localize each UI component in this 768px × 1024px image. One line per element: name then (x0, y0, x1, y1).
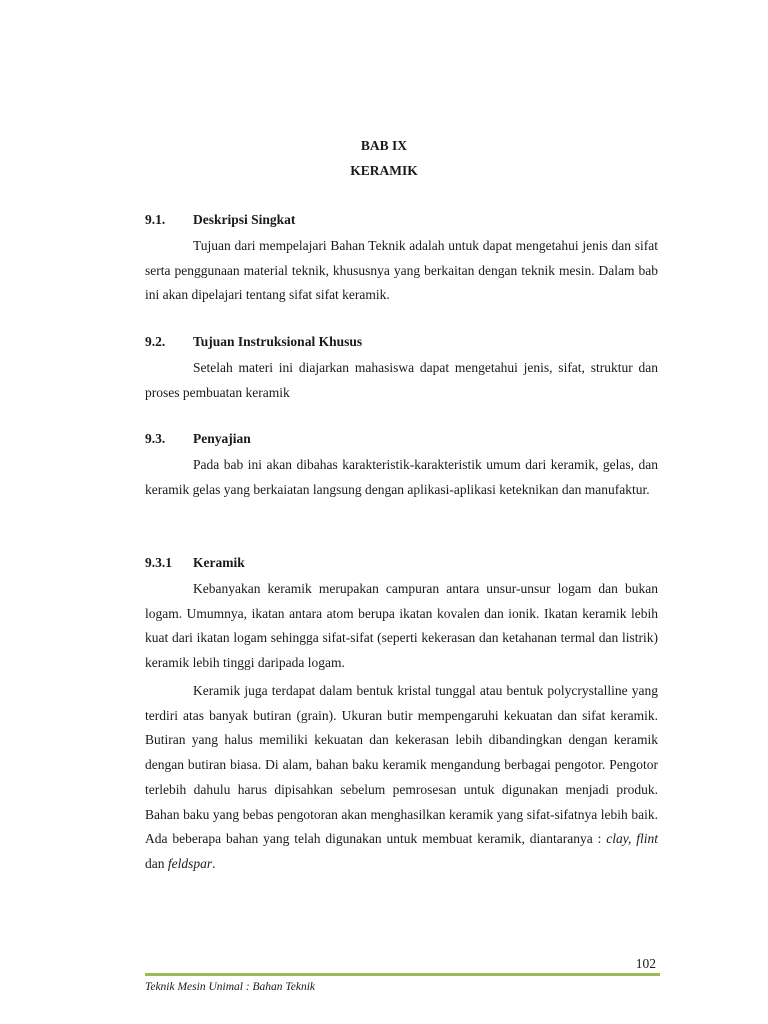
joiner-text: dan (145, 855, 168, 871)
section-body-9-3: Pada bab ini akan dibahas karakteristik-karakteristik umum dari keramik, gelas, dan keramik gelas yang berkaiatan langsung dengan aplikasi-aplikasi keteknikan dan manufaktur. (145, 457, 658, 497)
chapter-label: BAB IX (360, 138, 408, 153)
period: . (212, 855, 216, 871)
section-number: 9.1. (145, 212, 166, 227)
page-number: 102 (635, 956, 656, 971)
material-feldspar-italic: feldspar (167, 855, 213, 871)
section-heading-9-1 (145, 212, 295, 228)
section-title: Penyajian (193, 431, 251, 446)
section-number: 9.3. (145, 431, 166, 446)
section-number: 9.2. (145, 334, 166, 349)
footer-rule (145, 973, 660, 976)
material-list-italic: clay, flint (606, 831, 658, 847)
section-number: 9.3.1 (145, 555, 172, 570)
section-heading-9-3 (145, 431, 251, 447)
section-heading-9-3-1 (145, 555, 245, 571)
paragraph-text: Keramik juga terdapat dalam bentuk kristal tunggal atau bentuk polycrystalline yang terdiri atas banyak butiran (grain). Ukuran butir mempengaruhi kekuatan dan sifat keramik. Butiran yang halus memiliki kekuatan dan kekerasan lebih dibandingkan dengan keramik dengan butiran biasa. Di alam, bahan baku keramik mengandung berbagai pengotor. Pengotor terlebih dahulu harus dipisahkan sebelum pemrosesan untuk digunakan menjadi produk. Bahan baku yang bebas pengotoran akan menghasilkan keramik yang sifat-sifatnya lebih baik. Ada beberapa bahan yang telah digunakan untuk membuat keramik, diantaranya : (145, 683, 658, 847)
section-title: Tujuan Instruksional Khusus (193, 334, 363, 349)
chapter-title: KERAMIK (350, 163, 418, 178)
section-body-9-3-1-continued (145, 679, 658, 877)
section-title: Deskripsi Singkat (193, 212, 296, 227)
section-body-9-3-1: Kebanyakan keramik merupakan campuran antara unsur-unsur logam dan bukan logam. Umumnya, ikatan antara atom berupa ikatan kovalen dan ionik. Ikatan keramik lebih kuat dari ikatan logam sehingga sifat-sifat (seperti kekerasan dan ketahanan termal dan listrik) keramik lebih tinggi daripada logam. (145, 581, 658, 671)
section-body-9-2: Setelah materi ini diajarkan mahasiswa dapat mengetahui jenis, sifat, struktur dan proses pembuatan keramik (145, 360, 658, 400)
section-title: Keramik (193, 555, 245, 570)
section-body-9-1: Tujuan dari mempelajari Bahan Teknik adalah untuk dapat mengetahui jenis dan sifat serta penggunaan material teknik, khususnya yang berkaitan dengan teknik mesin. Dalam bab ini akan dipelajari tentang sifat sifat keramik. (145, 238, 658, 303)
section-heading-9-2 (145, 334, 362, 350)
footer-text: Teknik Mesin Unimal : Bahan Teknik (145, 981, 316, 993)
